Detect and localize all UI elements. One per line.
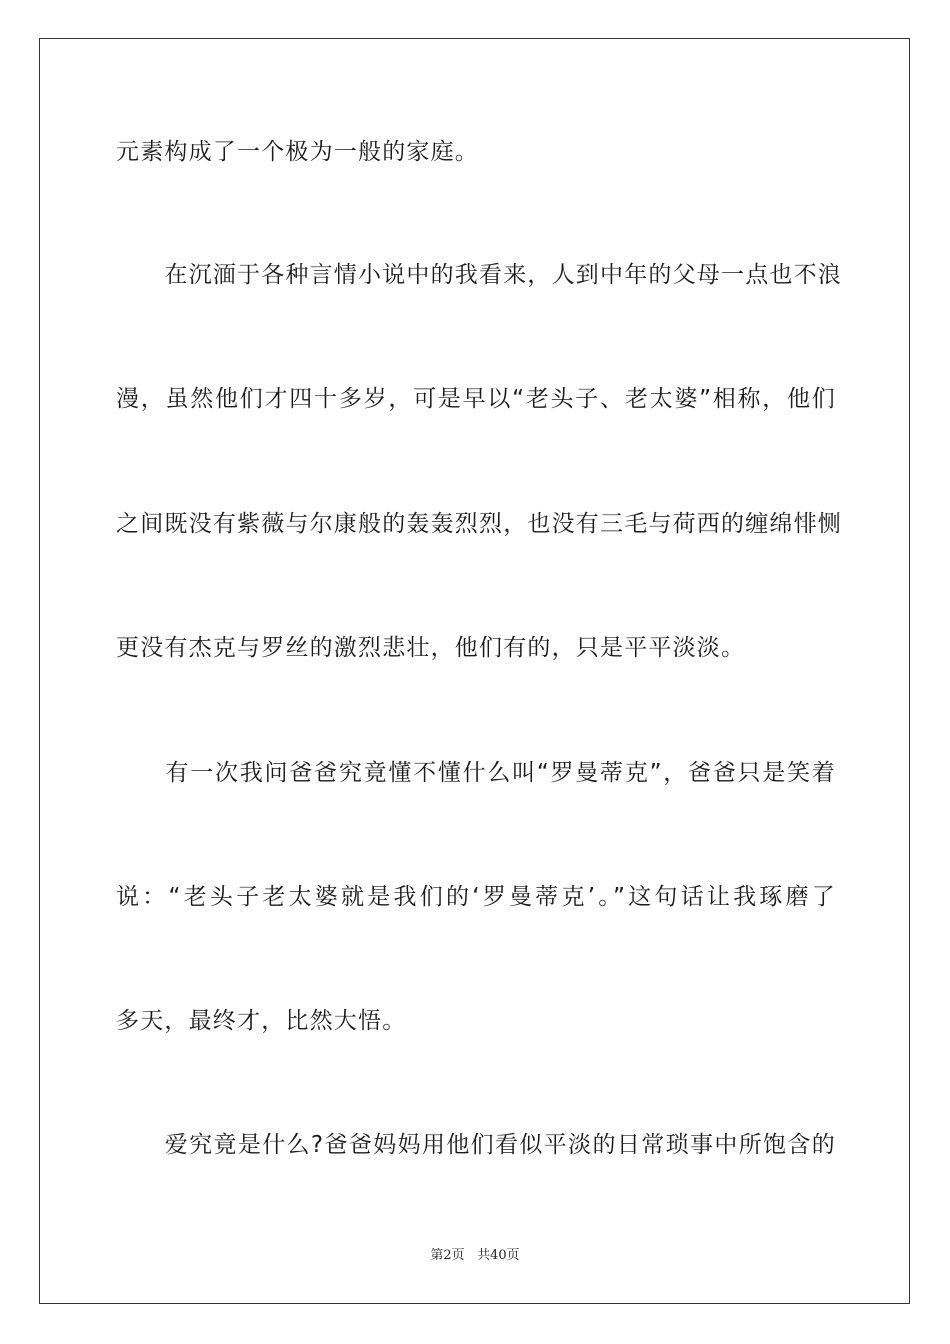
- text-line-7: 说：“老头子老太婆就是我们的‘罗曼蒂克’。”这句话让我琢磨了: [116, 884, 836, 910]
- text-line-5: 更没有杰克与罗丝的激烈悲壮，他们有的，只是平平淡淡。: [116, 635, 746, 661]
- text-line-6: 有一次我问爸爸究竟懂不懂什么叫“罗曼蒂克”，爸爸只是笑着: [116, 760, 836, 786]
- text-line-3: 漫，虽然他们才四十多岁，可是早以“老头子、老太婆”相称，他们: [116, 386, 836, 412]
- text-line-9: 爱究竟是什么?爸爸妈妈用他们看似平淡的日常琐事中所饱含的: [116, 1132, 836, 1158]
- page-total: 共40页: [477, 1248, 520, 1263]
- text-line-1: 元素构成了一个极为一般的家庭。: [116, 139, 479, 165]
- text-line-2: 在沉湎于各种言情小说中的我看来，人到中年的父母一点也不浪: [116, 262, 842, 288]
- page-border: [39, 38, 910, 1304]
- text-line-8: 多天，最终才，比然大悟。: [116, 1008, 407, 1034]
- page-footer: [0, 1247, 950, 1265]
- page-number: 第2页: [430, 1248, 465, 1263]
- text-line-4: 之间既没有紫薇与尔康般的轰轰烈烈，也没有三毛与荷西的缠绵悱恻: [116, 511, 842, 537]
